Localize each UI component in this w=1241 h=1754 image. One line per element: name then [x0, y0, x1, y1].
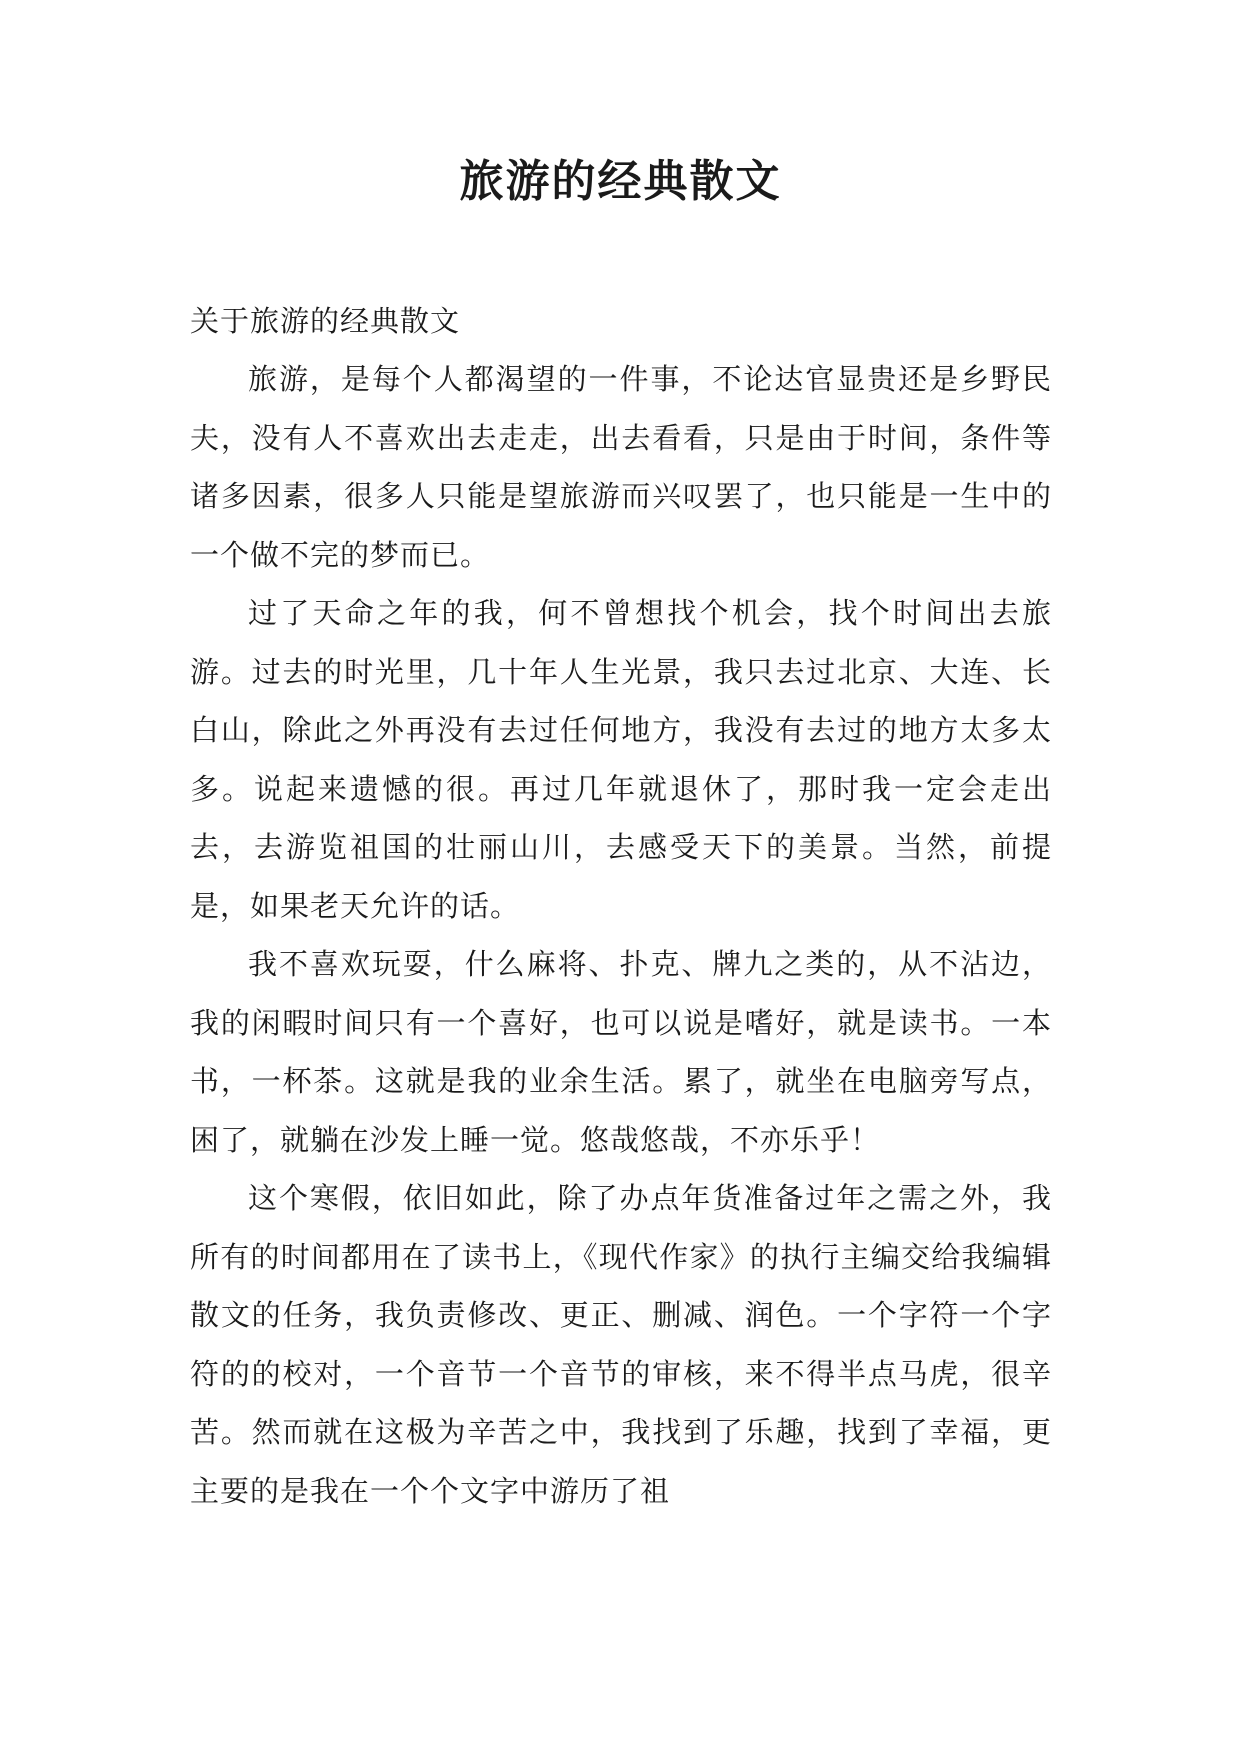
paragraph-3: 我不喜欢玩耍，什么麻将、扑克、牌九之类的，从不沾边，我的闲暇时间只有一个喜好，也可以说是嗜好，就是读书。一本书，一杯茶。这就是我的业余生活。累了，就坐在电脑旁写点，困了，就躺在沙发上睡一觉。悠哉悠哉，不亦乐乎！	[190, 947, 1052, 1157]
paragraph-4: 这个寒假，依旧如此，除了办点年货准备过年之需之外，我所有的时间都用在了读书上，《现代作家》的执行主编交给我编辑散文的任务，我负责修改、更正、删减、润色。一个字符一个字符的的校对，一个音节一个音节的审核，来不得半点马虎，很辛苦。然而就在这极为辛苦之中，我找到了乐趣，找到了幸福，更主要的是我在一个个文字中游历了祖	[190, 1181, 1052, 1508]
document-body	[190, 292, 1052, 1520]
paragraph-1: 旅游，是每个人都渴望的一件事，不论达官显贵还是乡野民夫，没有人不喜欢出去走走，出去看看，只是由于时间，条件等诸多因素，很多人只能是望旅游而兴叹罢了，也只能是一生中的一个做不完的梦而已。	[190, 362, 1052, 572]
paragraph-2: 过了天命之年的我，何不曾想找个机会，找个时间出去旅游。过去的时光里，几十年人生光景，我只去过北京、大连、长白山，除此之外再没有去过任何地方，我没有去过的地方太多太多。说起来遗憾的很。再过几年就退休了，那时我一定会走出去，去游览祖国的壮丽山川，去感受天下的美景。当然，前提是，如果老天允许的话。	[190, 596, 1052, 923]
document-title: 旅游的经典散文	[459, 156, 782, 207]
document-subtitle: 关于旅游的经典散文	[190, 304, 461, 338]
